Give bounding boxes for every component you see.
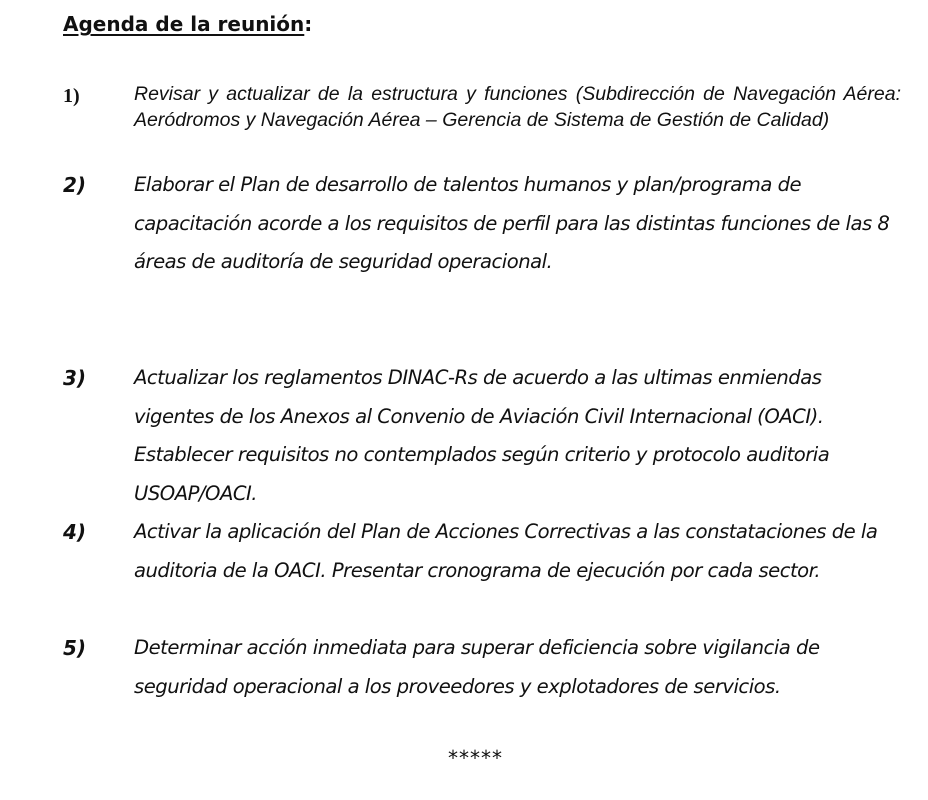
- agenda-item-text: Determinar acción inmediata para superar deficiencia sobre vigilancia de seguridad operacional a los proveedores y explotadores de servicios.: [134, 636, 820, 698]
- agenda-item-number: 2): [63, 173, 87, 197]
- agenda-item-text: Revisar y actualizar de la estructura y funciones (Subdirección de Navegación Aérea: Aeródromos y Navegación Aérea – Gerencia de Sistema de Gestión de Calidad): [134, 83, 901, 131]
- agenda-item-text: Elaborar el Plan de desarrollo de talentos humanos y plan/programa de capacitación acorde a los requisitos de perfil para las distintas funciones de las 8 áreas de auditoría de seguridad operacional.: [134, 173, 890, 273]
- agenda-item-number: 5): [63, 636, 87, 660]
- agenda-item-number: 4): [63, 520, 87, 544]
- agenda-item-number: 3): [63, 366, 87, 390]
- agenda-item-text: Actualizar los reglamentos DINAC-Rs de acuerdo a las ultimas enmiendas vigentes de los Anexos al Convenio de Aviación Civil Internacional (OACI). Establecer requisitos no contemplados según criterio y protocolo auditoria USOAP/OACI.: [134, 366, 830, 505]
- agenda-title-text: Agenda de la reunión: [63, 12, 305, 36]
- agenda-title: [63, 10, 312, 38]
- agenda-item-number: 1): [63, 85, 80, 107]
- agenda-title-colon: :: [304, 12, 313, 36]
- agenda-item-text: Activar la aplicación del Plan de Acciones Correctivas a las constataciones de la auditoria de la OACI. Presentar cronograma de ejecución por cada sector.: [134, 520, 878, 582]
- end-separator: *****: [448, 746, 503, 770]
